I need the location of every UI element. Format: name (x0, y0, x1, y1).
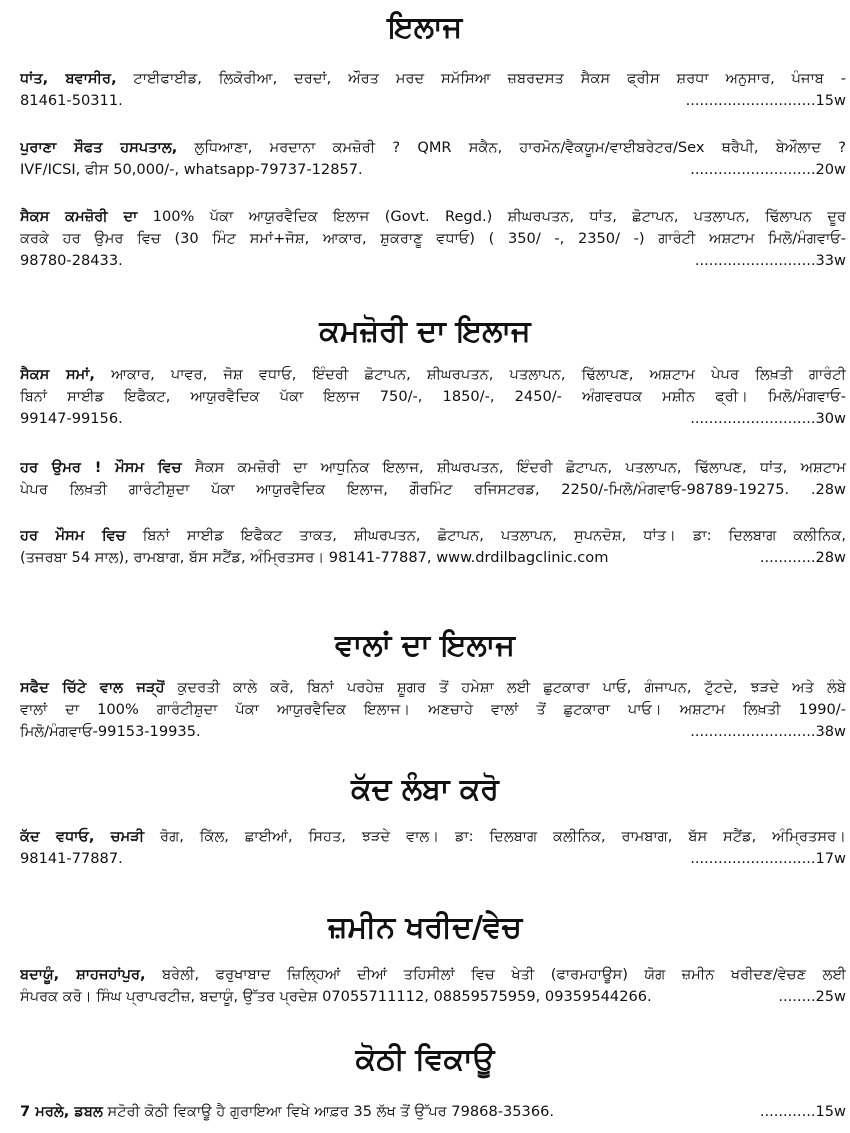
section-heading: ਕੱਦ ਲੰਬਾ ਕਰੋ (351, 772, 499, 807)
ad-line (20, 826, 846, 848)
ad-text: ਕੁਦਰਤੀ ਕਾਲੇ ਕਰੋ, ਬਿਨਾਂ ਪਰਹੇਜ਼ ਸ਼ੂਗਰ ਤੋਂ ਹਮੇਸ਼ਾ ਲਈ ਛੁਟਕਾਰਾ ਪਾਓ, ਗੰਜਾਪਨ, ਟੁੱਟਦੇ, ਝੜਦੇ ਅਤੇ ਲੰਬੇ (164, 679, 846, 696)
classified-ad (20, 826, 846, 870)
ad-last-line (20, 90, 846, 112)
ad-text: ਲੁਧਿਆਣਾ, ਮਰਦਾਨਾ ਕਮਜ਼ੋਰੀ ? QMR ਸਕੈਨ, ਹਾਰਮੋਨ/ਵੈਕਯੂਮ/ਵਾਈਬਰੇਟਰ/Sex ਥਰੈਪੀ, ਬੇਔਲਾਦ ? (177, 139, 846, 156)
ad-lead: ਹਰ ਮੌਸਮ ਵਿਚ (20, 527, 126, 544)
ad-text: ਸੈਕਸ ਕਮਜ਼ੋਰੀ ਦਾ ਆਧੁਨਿਕ ਇਲਾਜ, ਸ਼ੀਘਰਪਤਨ, ਇੰਦਰੀ ਛੋਟਾਪਨ, ਪਤਲਾਪਨ, ਢਿੱਲਾਪਣ, ਧਾਂਤ, ਅਸ਼ਟਾਮ (181, 459, 846, 476)
classified-ad (20, 206, 846, 272)
ad-last-line (20, 159, 846, 181)
classified-ad (20, 964, 846, 1008)
section-heading: ਕੋਠੀ ਵਿਕਾਊ (355, 1042, 495, 1077)
classified-ad (20, 457, 846, 501)
classified-ad (20, 677, 846, 743)
ad-price: ...........................17w (690, 850, 846, 867)
ad-line (20, 677, 846, 699)
ad-text: 81461-50311. (20, 92, 123, 109)
classified-ad (20, 68, 846, 112)
ad-line: ਕਰਕੇ ਹਰ ਉਮਰ ਵਿਚ (30 ਮਿੰਟ ਸਮਾਂ+ਜੋਸ਼, ਆਕਾਰ, ਸ਼ੁਕਰਾਣੂ ਵਧਾਓ) ( 350/ -, 2350/ -) ਗਾਰੰਟੀ ਅਸ਼ਟਾਮ ਮਿਲੋ/ਮੰਗਵਾਓ- (20, 230, 846, 247)
ad-lead: ਕੱਦ ਵਧਾਓ, ਚਮੜੀ (20, 828, 145, 845)
ad-price: ............15w (759, 1103, 846, 1120)
ad-text: ਸਟੋਰੀ ਕੋਠੀ ਵਿਕਾਊ ਹੈ ਗੁਰਾਇਆ ਵਿਖੇ ਆਫ਼ਰ 35 ਲੱਖ ਤੋਂ ਉੱਪਰ 79868-35366. (102, 1103, 555, 1120)
ad-last-line (20, 1101, 846, 1123)
ad-text: ਸੰਪਰਕ ਕਰੋ। ਸਿੰਘ ਪ੍ਰਾਪਰਟੀਜ਼, ਬਦਾਯੂੰ, ਉੱਤਰ ਪ੍ਰਦੇਸ਼ 07055711112, 08859575959, 09359544266. (20, 988, 652, 1005)
ad-text: 98780-28433. (20, 252, 123, 269)
ad-lead: ਧਾਂਤ, ਬਵਾਸੀਰ, (20, 70, 117, 87)
ad-text: 100% ਪੱਕਾ ਆਯੁਰਵੈਦਿਕ ਇਲਾਜ (Govt. Regd.) ਸ਼ੀਘਰਪਤਨ, ਧਾਂਤ, ਛੋਟਾਪਨ, ਪਤਲਾਪਨ, ਢਿੱਲਾਪਨ ਦੂਰ (137, 208, 846, 225)
ad-last-line (20, 408, 846, 430)
ad-line: ਪੇਪਰ ਲਿਖ਼ਤੀ ਗਾਰੰਟੀਸ਼ੁਦਾ ਪੱਕਾ ਆਯੁਰਵੈਦਿਕ ਇਲਾਜ, ਗੌਰਮਿੰਟ ਰਜਿਸਟਰਡ, 2250/-ਮਿਲੋ/ਮੰਗਵਾਓ-98789-19275. .28w (20, 481, 846, 498)
ad-price: ........25w (778, 988, 846, 1005)
ad-text: ਆਕਾਰ, ਪਾਵਰ, ਜੋਸ਼ ਵਧਾਓ, ਇੰਦਰੀ ਛੋਟਾਪਨ, ਸ਼ੀਘਰਪਤਨ, ਪਤਲਾਪਨ, ਢਿੱਲਾਪਣ, ਅਸ਼ਟਾਮ ਪੇਪਰ ਲਿਖ਼ਤੀ ਗਾਰੰਟੀ (94, 366, 846, 383)
ad-text: ਬਰੇਲੀ, ਫਰੁਖਾਬਾਦ ਜ਼ਿਲ੍ਹਿਆਂ ਦੀਆਂ ਤਹਿਸੀਲਾਂ ਵਿਚ ਖੇਤੀ (ਫਾਰਮਹਾਊਸ) ਯੋਗ ਜ਼ਮੀਨ ਖਰੀਦਣ/ਵੇਚਣ ਲਈ (145, 966, 846, 983)
ad-text: 98141-77887. (20, 850, 123, 867)
section-heading: ਇਲਾਜ (387, 10, 463, 45)
ad-price: ...........................38w (690, 723, 846, 740)
ad-last-line (20, 250, 846, 272)
ad-last-line (20, 547, 846, 569)
ad-line (20, 457, 846, 479)
ad-line (20, 1101, 752, 1123)
ad-price: ...........................30w (690, 410, 846, 427)
ad-text: ਬਿਨਾਂ ਸਾਈਡ ਇਫੈਕਟ ਤਾਕਤ, ਸ਼ੀਘਰਪਤਨ, ਛੋਟਾਪਨ, ਪਤਲਾਪਨ, ਸੁਪਨਦੋਸ਼, ਧਾਂਤ। ਡਾ: ਦਿਲਬਾਗ ਕਲੀਨਿਕ, (125, 527, 846, 544)
ad-lead: ਸੈਕਸ ਸਮਾਂ, (20, 366, 95, 383)
ad-line: ਬਿਨਾਂ ਸਾਈਡ ਇਫੈਕਟ, ਆਯੁਰਵੈਦਿਕ ਪੱਕਾ ਇਲਾਜ 750/-, 1850/-, 2450/- ਅੰਗਵਰਧਕ ਮਸ਼ੀਨ ਫ੍ਰੀ। ਮਿਲੋ/ਮੰਗਵਾਓ- (20, 388, 846, 405)
section-heading: ਵਾਲਾਂ ਦਾ ਇਲਾਜ (335, 628, 515, 663)
ad-lead: ਸਫੈਦ ਚਿੱਟੇ ਵਾਲ ਜੜ੍ਹੋਂ (20, 679, 165, 696)
ad-last-line (20, 986, 846, 1008)
ad-text: ਰੋਗ, ਕਿੱਲ, ਛਾਈਆਂ, ਸਿਹਤ, ਝੜਦੇ ਵਾਲ। ਡਾ: ਦਿਲਬਾਗ ਕਲੀਨਿਕ, ਰਾਮਬਾਗ, ਬੱਸ ਸਟੈਂਡ, ਅੰਮ੍ਰਿਤਸਰ। (144, 828, 846, 845)
ad-text: ਟਾਈਫਾਈਡ, ਲਿਕੋਰੀਆ, ਦਰਦਾਂ, ਔਰਤ ਮਰਦ ਸਮੱਸਿਆ ਜ਼ਬਰਦਸਤ ਸੈਕਸ ਫ੍ਰੀਸ ਸ਼ਰਧਾ ਅਨੁਸਾਰ, ਪੰਜਾਬ - (116, 70, 846, 87)
ad-line (20, 206, 846, 228)
ad-price: ..........................33w (694, 252, 846, 269)
ad-line (20, 964, 846, 986)
ad-price: ............................15w (685, 92, 846, 109)
classified-ad (20, 137, 846, 181)
ad-price: ...........................20w (690, 161, 846, 178)
classified-ad (20, 364, 846, 430)
ad-lead: ਹਰ ਉਮਰ ! ਮੌਸਮ ਵਿਚ (20, 459, 182, 476)
ad-last-line (20, 721, 846, 743)
ad-line (20, 525, 846, 547)
ad-lead: ਪੁਰਾਣਾ ਸੌਫਤ ਹਸਪਤਾਲ, (20, 139, 178, 156)
ad-lead: ਸੈਕਸ ਕਮਜ਼ੋਰੀ ਦਾ (20, 208, 138, 225)
ad-line (20, 364, 846, 386)
ad-lead: ਬਦਾਯੂੰ, ਸ਼ਾਹਜਹਾਂਪੁਰ, (20, 966, 146, 983)
classified-ad (20, 1101, 846, 1123)
section-heading: ਕਮਜ਼ੋਰੀ ਦਾ ਇਲਾਜ (319, 314, 531, 349)
ad-price: ............28w (759, 549, 846, 566)
classified-ad (20, 525, 846, 569)
ad-last-line (20, 848, 846, 870)
ad-text: ਮਿਲੋ/ਮੰਗਵਾਓ-99153-19935. (20, 723, 201, 740)
ad-lead: 7 ਮਰਲੇ, ਡਬਲ (20, 1103, 103, 1120)
ad-text: (ਤਜਰਬਾ 54 ਸਾਲ), ਰਾਮਬਾਗ, ਬੱਸ ਸਟੈਂਡ, ਅੰਮ੍ਰਿਤਸਰ। 98141-77887, www.drdilbagclinic.com (20, 549, 609, 566)
ad-text: 99147-99156. (20, 410, 123, 427)
ad-line (20, 68, 846, 90)
ad-line (20, 137, 846, 159)
section-heading: ਜ਼ਮੀਨ ਖਰੀਦ/ਵੇਚ (328, 910, 522, 945)
ad-line: ਵਾਲਾਂ ਦਾ 100% ਗਾਰੰਟੀਸ਼ੁਦਾ ਪੱਕਾ ਆਯੁਰਵੈਦਿਕ ਇਲਾਜ। ਅਣਚਾਹੇ ਵਾਲਾਂ ਤੋਂ ਛੁਟਕਾਰਾ ਪਾਓ। ਅਸ਼ਟਾਮ ਲਿਖ਼ਤੀ 1990/- (20, 701, 846, 718)
ad-text: IVF/ICSI, ਫੀਸ 50,000/-, whatsapp-79737-12857. (20, 161, 363, 178)
